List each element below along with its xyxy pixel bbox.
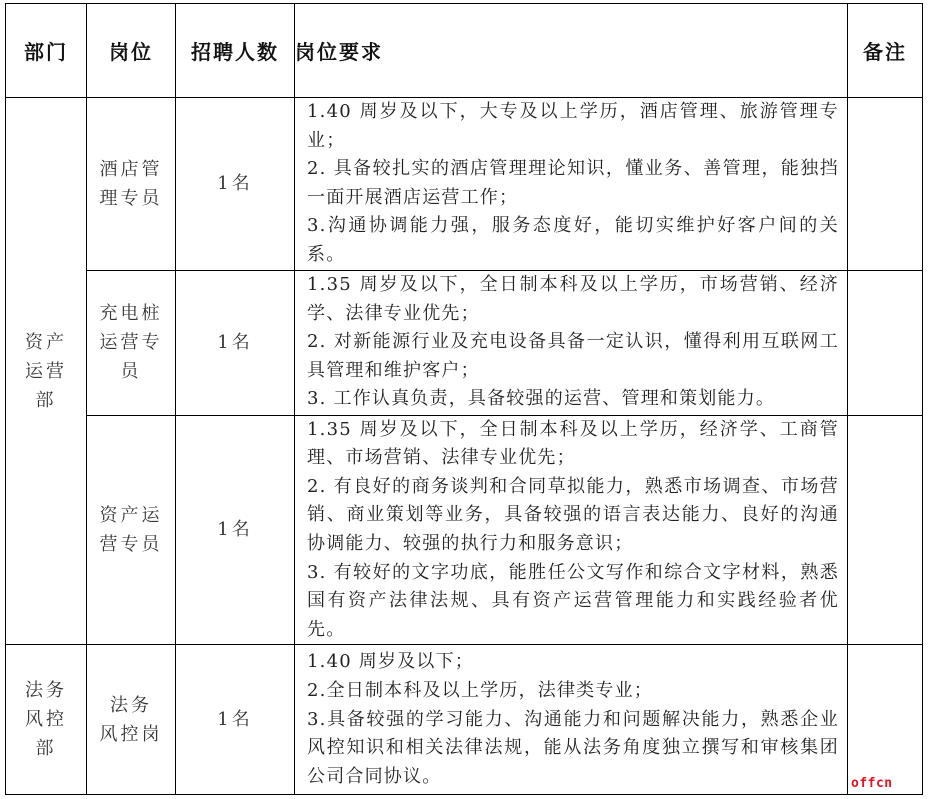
requirement-item: 2. 对新能源行业及充电设备具备一定认识，懂得利用互联网工具管理和维护客户； [307,331,839,381]
department-name: 资产 运营 部 [25,331,67,411]
requirement-item: 1.35 周岁及以下，全日制本科及以上学历，经济学、工商管理、市场营销、法律专业优先； [307,418,839,469]
position-title: 资产运 营专员 [99,504,163,555]
requirement-item: 1.40 周岁及以下； [307,651,474,673]
department-name: 法务 风控 部 [25,680,67,760]
table-row [6,645,923,795]
requirements-cell [295,645,848,795]
position-cell [87,270,176,415]
table-header-row [6,4,923,98]
table-row [6,270,923,415]
headcount-cell: 1名 [176,270,295,415]
header-position: 岗位 [87,4,176,98]
notes-cell [848,270,923,415]
notes-cell [848,415,923,645]
position-title: 充电桩 运营专 员 [99,303,163,383]
notes-cell [848,98,923,271]
requirement-item: 3. 工作认真负责，具备较强的运营、管理和策划能力。 [307,388,776,410]
headcount-cell: 1名 [176,98,295,271]
headcount-cell: 1名 [176,645,295,795]
position-title: 酒店管 理专员 [99,158,163,209]
headcount-cell: 1名 [176,415,295,645]
requirements-cell [295,98,848,271]
recruitment-table [5,3,923,795]
table-row [6,98,923,271]
header-headcount: 招聘人数 [176,4,295,98]
requirement-item: 3.沟通协调能力强，服务态度好，能切实维护好客户间的关系。 [307,215,839,265]
department-cell [6,645,87,795]
position-cell [87,415,176,645]
position-cell [87,645,176,795]
requirement-item: 2.全日制本科及以上学历，法律类专业； [307,679,653,701]
requirement-item: 1.35 周岁及以下，全日制本科及以上学历，市场营销、经济学、法律专业优先； [307,274,839,324]
requirement-item: 2. 具备较扎实的酒店管理理论知识，懂业务、善管理，能独挡一面开展酒店运营工作； [307,158,839,208]
requirements-cell [295,415,848,645]
header-department: 部门 [6,4,87,98]
table-row [6,415,923,645]
requirement-item: 1.40 周岁及以下，大专及以上学历，酒店管理、旅游管理专业； [307,101,839,151]
header-notes: 备注 [848,4,923,98]
requirement-item: 3.具备较强的学习能力、沟通能力和问题解决能力，熟悉企业风控知识和相关法律法规，能从法务角度独立撰写和审核集团公司合同协议。 [307,708,839,787]
position-title: 法务 风控岗 [99,694,163,745]
requirement-item: 3. 有较好的文字功底，能胜任公文写作和综合文字材料，熟悉国有资产法律法规、具有资产运营管理能力和实践经验者优先。 [307,561,839,640]
requirement-item: 2. 有良好的商务谈判和合同草拟能力，熟悉市场调查、市场营销、商业策划等业务，具备较强的语言表达能力、良好的沟通协调能力、较强的执行力和服务意识； [307,475,839,554]
department-cell [6,98,87,645]
notes-cell [848,645,923,795]
position-cell [87,98,176,271]
header-requirements: 岗位要求 [295,4,848,98]
offcn-watermark-logo: offcn [851,776,893,791]
requirements-cell [295,270,848,415]
